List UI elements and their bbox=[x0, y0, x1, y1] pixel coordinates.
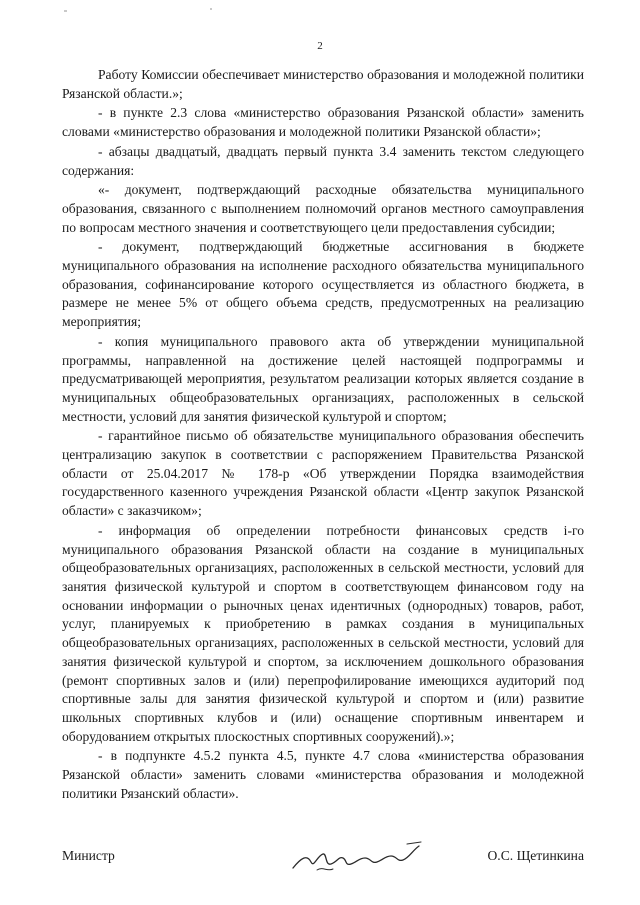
page-number: 2 bbox=[317, 40, 323, 52]
paragraph: - в подпункте 4.5.2 пункта 4.5, пункте 4.7 слова «министерства образования Рязанской области» заменить словами «министерства образования и молодежной политики Рязанский области». bbox=[62, 748, 584, 801]
scan-artifact bbox=[210, 8, 212, 10]
scan-artifact bbox=[64, 10, 67, 12]
paragraph: Работу Комиссии обеспечивает министерство образования и молодежной политики Рязанской области.»; bbox=[62, 67, 584, 101]
paragraph: - абзацы двадцатый, двадцать первый пункта 3.4 заменить текстом следующего содержания: bbox=[62, 143, 584, 178]
paragraph: «- документ, подтверждающий расходные обязательства муниципального образования, связанного с выполнением полномочий органов местного самоуправления по вопросам местного значения и соответствующего цели предоставления субсидии; bbox=[62, 182, 584, 235]
paragraph: - копия муниципального правового акта об утверждении муниципальной программы, направленной на достижение целей настоящей подпрограммы и предусматривающей мероприятия, результатом реализации которых является создание в муниципальных общеобразовательных организациях, расположенных в сельской местности, условий для занятия физической культурой и спортом; bbox=[62, 333, 584, 424]
paragraph: - гарантийное письмо об обязательстве муниципального образования обеспечить централизацию закупок в соответствии с распоряжением Правительства Рязанской области от 25.04.2017 № 178-р «Об утверждении Порядка взаимодействия государственного казенного учреждения Рязанской области «Центр закупок Рязанской области» с заказчиком»; bbox=[62, 428, 584, 519]
signatory-title: Министр bbox=[62, 848, 115, 863]
signature-block bbox=[62, 848, 584, 876]
paragraph: - документ, подтверждающий бюджетные ассигнования в бюджете муниципального образования на исполнение расходного обязательства муниципального образования, софинансирование которого осуществляется из областного бюджета, в размере не менее 5% от общего объема средств, предусмотренных на реализацию мероприятия; bbox=[62, 239, 584, 330]
paragraph: - в пункте 2.3 слова «министерство образования Рязанской области» заменить словами «министерство образования и молодежной политики Рязанской области»; bbox=[62, 105, 584, 140]
paragraph: - информация об определении потребности финансовых средств i-го муниципального образования Рязанской области на создание в муниципальных общеобразовательных организациях, расположенных в сельской местности, условий для занятия физической культурой и спортом в соответствующем финансовом году на основании информации о рыночных ценах идентичных (однородных) товаров, работ, услуг, планируемых к приобретению в рамках создания в муниципальных общеобразовательных организациях, расположенных в сельской местности, условий для занятия физической культурой и спортом, за исключением дошкольного образования (ремонт спортивных залов и (или) перепрофилирование имеющихся аудиторий под спортивные залы для занятия физической культурой и спортом и (или) развитие школьных спортивных клубов и (или) оснащение спортивным инвентарем и оборудованием открытых плоскостных спортивных сооружений).»; bbox=[62, 522, 584, 744]
document-body bbox=[62, 66, 584, 803]
handwritten-signature bbox=[287, 836, 437, 876]
signatory-name: О.С. Щетинкина bbox=[487, 848, 584, 863]
